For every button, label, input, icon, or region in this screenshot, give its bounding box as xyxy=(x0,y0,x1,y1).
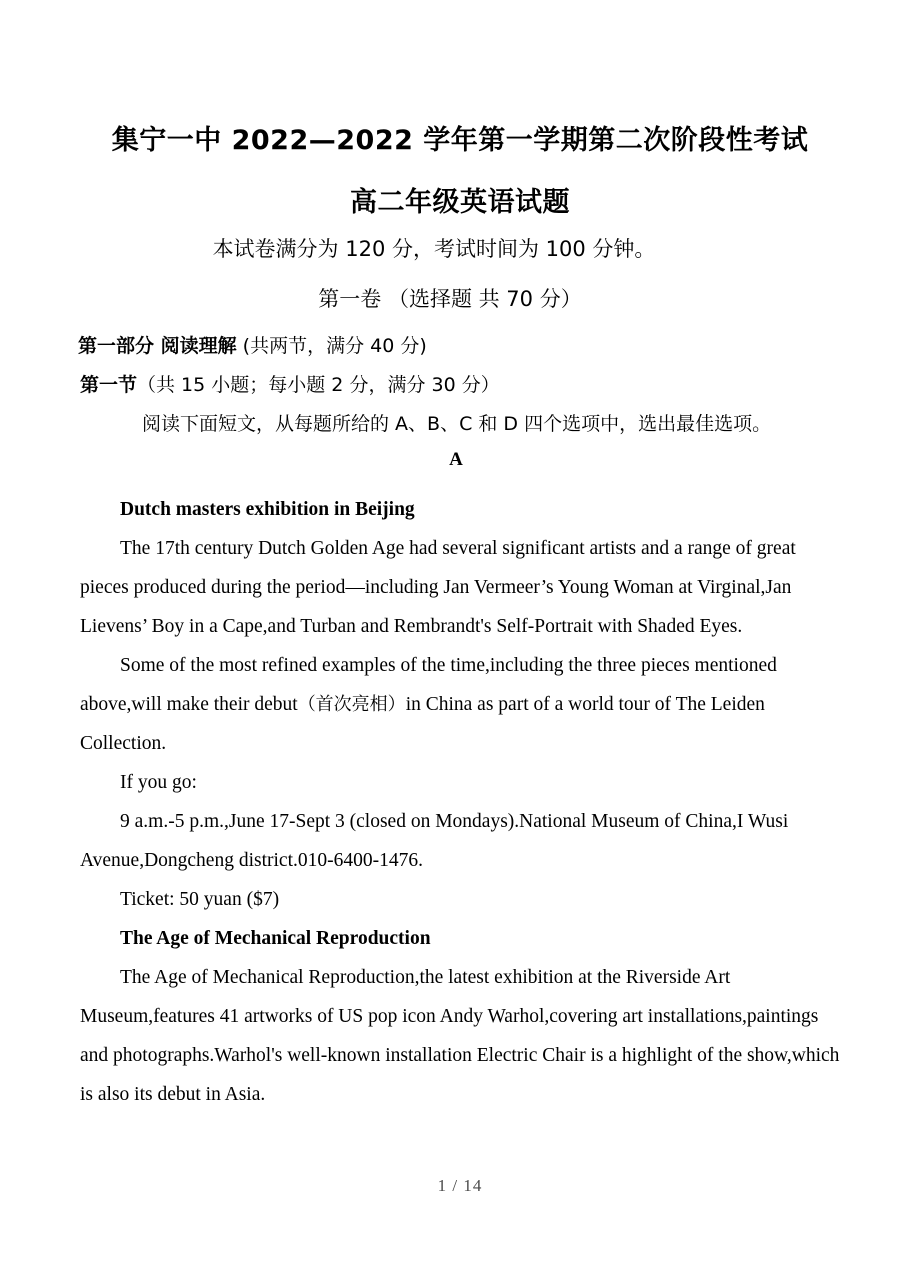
if-you-go-label: If you go: xyxy=(120,772,197,793)
passage-marker-a: A xyxy=(449,449,463,470)
passage-paragraph-3: The Age of Mechanical Reproduction,the latest exhibition at the Riverside Art Museum,features 41 artworks of US pop icon Andy Warhol,covering art installations,paintings and photographs.Warhol's well-known installation Electric Chair is a highlight of the show,which is also its debut in Asia. xyxy=(80,967,840,1105)
page-title: 集宁一中 2022—2022 学年第一学期第二次阶段性考试 xyxy=(111,125,809,156)
ticket-price: Ticket: 50 yuan ($7) xyxy=(120,889,280,910)
part-one-heading xyxy=(78,331,427,358)
visit-details: 9 a.m.-5 p.m.,June 17-Sept 3 (closed on Mondays).National Museum of China,I Wusi Avenue,Dongcheng district.010-6400-1476. xyxy=(80,811,789,871)
section-one-label: 第一节 xyxy=(80,374,138,396)
passage-paragraph-2-after: in China as part of a world tour of The Leiden Collection. xyxy=(80,694,765,754)
section-one-note: （共 15 小题；每小题 2 分，满分 30 分） xyxy=(137,374,500,396)
reading-instruction: 阅读下面短文，从每题所给的 A、B、C 和 D 四个选项中，选出最佳选项。 xyxy=(142,413,772,435)
passage-body xyxy=(80,490,842,1114)
passage-paragraph-2-annotation: （首次亮相） xyxy=(297,694,406,715)
page-subtitle: 高二年级英语试题 xyxy=(350,187,570,218)
section-one-heading xyxy=(80,370,500,397)
passage-paragraph-1: The 17th century Dutch Golden Age had several significant artists and a range of great pieces produced during the period—including Jan Vermeer’s Young Woman at Virginal,Jan Lievens’ Boy in a Cape,and Turban and Rembrandt's Self-Portrait with Shaded Eyes. xyxy=(80,538,796,637)
page-number-footer: 1 / 14 xyxy=(437,1176,483,1195)
passage-heading-mechanical-reproduction: The Age of Mechanical Reproduction xyxy=(120,928,431,949)
exam-info-line: 本试卷满分为 120 分，考试时间为 100 分钟。 xyxy=(212,237,656,261)
passage-paragraph-2 xyxy=(80,646,842,763)
volume-heading: 第一卷 （选择题 共 70 分） xyxy=(318,287,582,311)
part-one-label: 第一部分 阅读理解 xyxy=(78,335,237,357)
passage-heading-dutch-masters: Dutch masters exhibition in Beijing xyxy=(120,499,415,520)
part-one-note: (共两节，满分 40 分) xyxy=(242,335,427,357)
passage-paragraph-2-before: Some of the most refined examples of the time,including the three pieces mentioned above,will make their debut xyxy=(80,655,777,715)
